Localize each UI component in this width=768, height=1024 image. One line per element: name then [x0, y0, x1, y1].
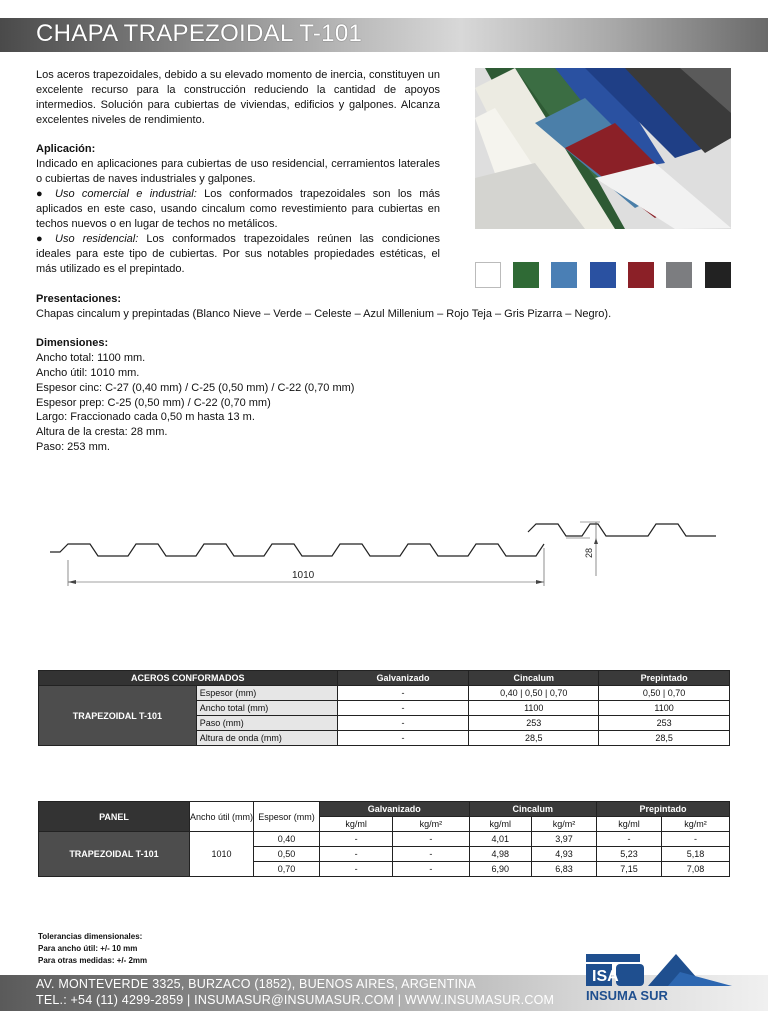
dimension-line: Espesor cinc: C-27 (0,40 mm) / C-25 (0,50 mm) / C-22 (0,70 mm)	[36, 382, 355, 394]
unit-header: kg/m²	[662, 817, 730, 832]
row-label: Altura de onda (mm)	[196, 731, 337, 746]
dimension-line: Ancho útil: 1010 mm.	[36, 367, 140, 379]
bullet-label: Uso comercial e industrial:	[55, 188, 197, 200]
cell: 28,5	[469, 731, 599, 746]
presentations-heading: Presentaciones:	[36, 293, 121, 305]
product-photo	[475, 68, 731, 229]
table-header: Galvanizado	[320, 802, 470, 817]
cell: -	[337, 716, 469, 731]
specs-table	[38, 670, 730, 746]
dimension-line: Espesor prep: C-25 (0,50 mm) / C-22 (0,70 mm)	[36, 397, 271, 409]
cell: -	[393, 847, 469, 862]
cell: 5,23	[597, 847, 662, 862]
profile-line	[50, 544, 544, 556]
color-swatch	[628, 262, 654, 288]
presentations-text: Chapas cincalum y prepintadas (Blanco Nieve – Verde – Celeste – Azul Millenium – Rojo Teja – Gris Pizarra – Negro).	[36, 308, 612, 320]
bullet-text: Los conformados trapezoidales reúnen las condiciones ideales para este tipo de cubiertas. Por sus notables propiedades estéticas, el más utilizado es el prepintado.	[36, 233, 440, 275]
row-label: Paso (mm)	[196, 716, 337, 731]
application-bullet	[36, 232, 440, 277]
cell: 4,98	[469, 847, 531, 862]
weights-table	[38, 801, 730, 877]
cell: 5,18	[662, 847, 730, 862]
color-swatch	[513, 262, 539, 288]
footer-address: AV. MONTEVERDE 3325, BURZACO (1852), BUENOS AIRES, ARGENTINA	[36, 977, 476, 991]
logo-name: INSUMA SUR	[586, 988, 668, 1002]
logo-letters: ISA	[592, 968, 619, 985]
table-header: PANEL	[39, 802, 190, 832]
color-swatch	[590, 262, 616, 288]
cell: -	[662, 832, 730, 847]
cell: 253	[469, 716, 599, 731]
tolerance-line: Para otras medidas: +/- 2mm	[38, 956, 148, 965]
bullet-icon: ●	[36, 188, 43, 200]
unit-header: kg/m²	[531, 817, 596, 832]
profile-drawing	[30, 500, 750, 600]
page-title: CHAPA TRAPEZOIDAL T-101	[36, 20, 363, 47]
insuma-sur-logo	[582, 950, 732, 1002]
tolerances-heading: Tolerancias dimensionales:	[38, 932, 143, 941]
cell: 3,97	[531, 832, 596, 847]
tolerance-line: Para ancho útil: +/- 10 mm	[38, 944, 138, 953]
cell: 1100	[599, 701, 730, 716]
cell: 1100	[469, 701, 599, 716]
cell: 0,40	[254, 832, 320, 847]
height-dimension-label: 28	[584, 547, 594, 558]
cell: 6,90	[469, 862, 531, 877]
row-label: Espesor (mm)	[196, 686, 337, 701]
intro-paragraph: Los aceros trapezoidales, debido a su elevado momento de inercia, constituyen un excelente recurso para la construcción reduciendo la cantidad de apoyos intermedios. Solución para cubiertas de viviendas, edificios y galpones. Alcanza excelentes niveles de rendimiento.	[36, 69, 440, 126]
cell: -	[393, 862, 469, 877]
product-label: TRAPEZOIDAL T-101	[39, 686, 197, 746]
unit-header: kg/ml	[469, 817, 531, 832]
color-swatch	[551, 262, 577, 288]
cell: 7,15	[597, 862, 662, 877]
color-swatch	[666, 262, 692, 288]
row-label: Ancho total (mm)	[196, 701, 337, 716]
table-header: ACEROS CONFORMADOS	[39, 671, 338, 686]
cell: 0,40 | 0,50 | 0,70	[469, 686, 599, 701]
color-swatch	[475, 262, 501, 288]
unit-header: kg/ml	[597, 817, 662, 832]
cell: -	[320, 862, 393, 877]
cell: 7,08	[662, 862, 730, 877]
table-header: Prepintado	[597, 802, 730, 817]
cell: 6,83	[531, 862, 596, 877]
cell: 4,93	[531, 847, 596, 862]
cell: -	[597, 832, 662, 847]
table-header: Cincalum	[469, 802, 596, 817]
cell: 253	[599, 716, 730, 731]
title-bar	[0, 18, 768, 52]
tolerances	[38, 931, 147, 967]
table-row	[39, 832, 730, 847]
dimensions-heading: Dimensiones:	[36, 337, 109, 349]
application-bullet	[36, 187, 440, 232]
product-label: TRAPEZOIDAL T-101	[39, 832, 190, 877]
cell: -	[393, 832, 469, 847]
color-swatch	[705, 262, 731, 288]
cell: 0,50 | 0,70	[599, 686, 730, 701]
cell: -	[337, 701, 469, 716]
ancho-value: 1010	[190, 832, 254, 877]
table-header: Espesor (mm)	[254, 802, 320, 832]
width-dimension-label: 1010	[292, 570, 315, 581]
dimension-line: Paso: 253 mm.	[36, 441, 110, 453]
cell: 28,5	[599, 731, 730, 746]
detail-profile-line	[528, 524, 716, 536]
cell: 4,01	[469, 832, 531, 847]
dimension-line: Largo: Fraccionado cada 0,50 m hasta 13 m.	[36, 411, 255, 423]
cell: -	[320, 832, 393, 847]
dimension-line: Ancho total: 1100 mm.	[36, 352, 146, 364]
bullet-text: Los conformados trapezoidales son los más aplicados en este caso, usando cincalum como revestimiento para cubiertas en techos nuevos o en lugar de techos no metálicos.	[36, 188, 441, 230]
bullet-icon: ●	[36, 233, 43, 245]
application-heading: Aplicación:	[36, 143, 96, 155]
cell: -	[320, 847, 393, 862]
footer-contact: TEL.: +54 (11) 4299-2859 | INSUMASUR@INSUMASUR.COM | WWW.INSUMASUR.COM	[36, 993, 555, 1007]
dimension-line: Altura de la cresta: 28 mm.	[36, 426, 168, 438]
application-text: Indicado en aplicaciones para cubiertas de uso residencial, cerramientos laterales o cubiertas de naves industriales y galpones.	[36, 158, 440, 185]
bullet-label: Uso residencial:	[55, 233, 139, 245]
table-header: Cincalum	[469, 671, 599, 686]
cell: -	[337, 731, 469, 746]
cell: 0,50	[254, 847, 320, 862]
unit-header: kg/m²	[393, 817, 469, 832]
table-header: Ancho útil (mm)	[190, 802, 254, 832]
unit-header: kg/ml	[320, 817, 393, 832]
cell: 0,70	[254, 862, 320, 877]
cell: -	[337, 686, 469, 701]
table-header: Galvanizado	[337, 671, 469, 686]
table-row	[39, 686, 730, 701]
table-header: Prepintado	[599, 671, 730, 686]
